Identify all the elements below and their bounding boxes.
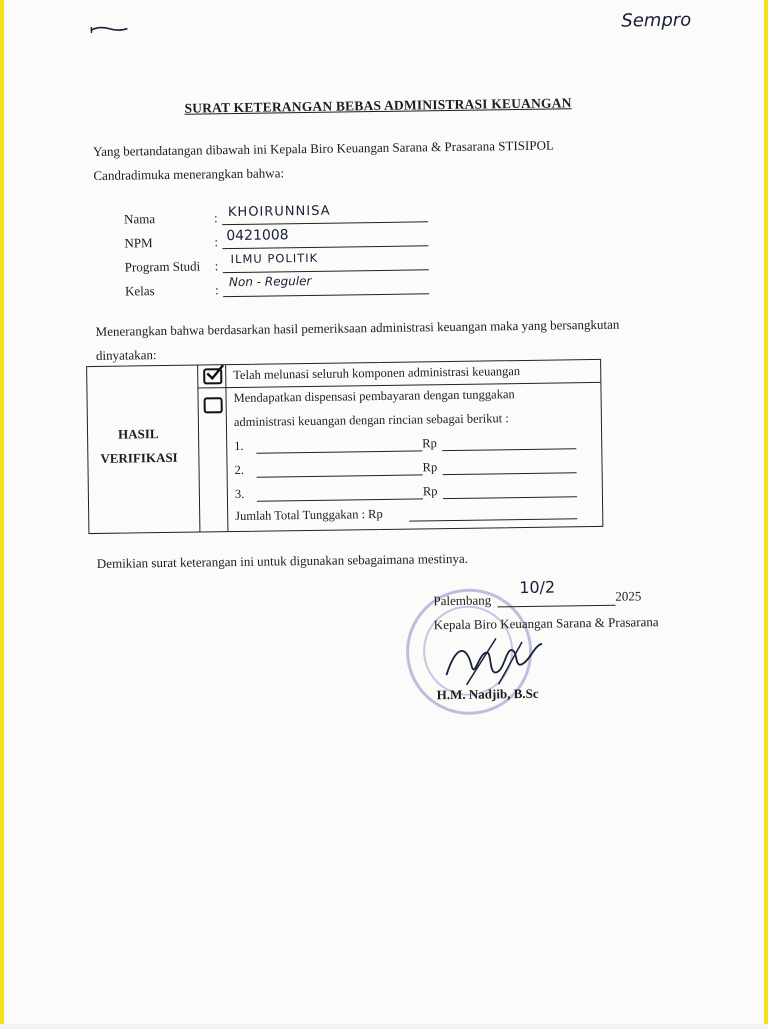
total-arrears-label: Jumlah Total Tunggakan : Rp <box>235 506 383 524</box>
item-rp: Rp <box>422 436 437 451</box>
field-colon: : <box>214 258 219 274</box>
item-number: 1. <box>234 438 244 454</box>
field-value-npm: 0421008 <box>226 227 289 245</box>
field-underline <box>222 221 428 225</box>
item-rp: Rp <box>422 460 438 475</box>
option2-label-line-1: Mendapatkan dispensasi pembayaran dengan tunggakan <box>233 387 515 406</box>
statement-line-2: dinyatakan: <box>95 347 157 363</box>
field-colon: : <box>213 210 218 226</box>
signature-position: Kepala Biro Keuangan Sarana & Prasarana <box>433 614 659 633</box>
field-label-kelas: Kelas <box>124 283 155 299</box>
field-value-nama: KHOIRUNNISA <box>227 203 331 221</box>
field-underline <box>223 293 429 297</box>
field-value-kelas: Non - Reguler <box>228 273 312 290</box>
item-rp-line <box>443 472 577 475</box>
field-label-program-studi: Program Studi <box>124 258 201 275</box>
table-divider <box>197 366 200 532</box>
handwritten-note: Sempro <box>621 9 692 32</box>
signature-date-handwritten: 10/2 <box>519 577 556 598</box>
item-rp: Rp <box>422 484 438 499</box>
option2-label-line-2: administrasi keuangan dengan rincian sebagai berikut : <box>233 411 509 430</box>
item-number: 3. <box>234 486 245 502</box>
field-underline <box>222 245 428 249</box>
field-colon: : <box>214 282 219 298</box>
option2-checkbox[interactable] <box>204 397 223 413</box>
item-rp-line <box>443 496 577 499</box>
checkmark-icon <box>203 363 225 383</box>
signature-year: 2025 <box>615 588 642 604</box>
verification-table <box>86 359 603 534</box>
item-number: 2. <box>234 462 245 478</box>
verification-heading-2: VERIFIKASI <box>100 449 178 466</box>
intro-line-1: Yang bertandatangan dibawah ini Kepala Biro Keuangan Sarana & Prasarana STISIPOL <box>93 137 554 159</box>
item-rp-line <box>442 448 576 451</box>
field-colon: : <box>214 234 219 250</box>
pen-stroke-mark <box>89 21 129 36</box>
total-arrears-line <box>409 518 577 521</box>
field-value-program-studi: ILMU POLITIK <box>230 250 319 267</box>
intro-line-2: Candradimuka menerangkan bahwa: <box>93 165 285 183</box>
signatory-name: H.M. Nadjib, B.Sc <box>436 685 539 703</box>
table-divider <box>225 365 228 531</box>
item-amount-line <box>256 450 422 453</box>
field-underline <box>223 269 429 273</box>
statement-line-1: Menerangkan bahwa berdasarkan hasil pemeriksaan administrasi keuangan maka yang bersangkutan <box>95 316 620 339</box>
field-label-nama: Nama <box>123 211 156 227</box>
option1-label: Telah melunasi seluruh komponen administrasi keuangan <box>233 364 521 383</box>
table-divider <box>197 382 600 389</box>
item-amount-line <box>257 474 423 477</box>
date-line <box>497 605 615 608</box>
field-label-npm: NPM <box>124 235 153 251</box>
item-amount-line <box>257 498 423 501</box>
signature-place: Palembang <box>433 592 492 609</box>
document-title: SURAT KETERANGAN BEBAS ADMINISTRASI KEUANGAN <box>184 95 572 116</box>
verification-heading-1: HASIL <box>117 426 159 442</box>
closing-statement: Demikian surat keterangan ini untuk digunakan sebagaimana mestinya. <box>96 550 469 571</box>
